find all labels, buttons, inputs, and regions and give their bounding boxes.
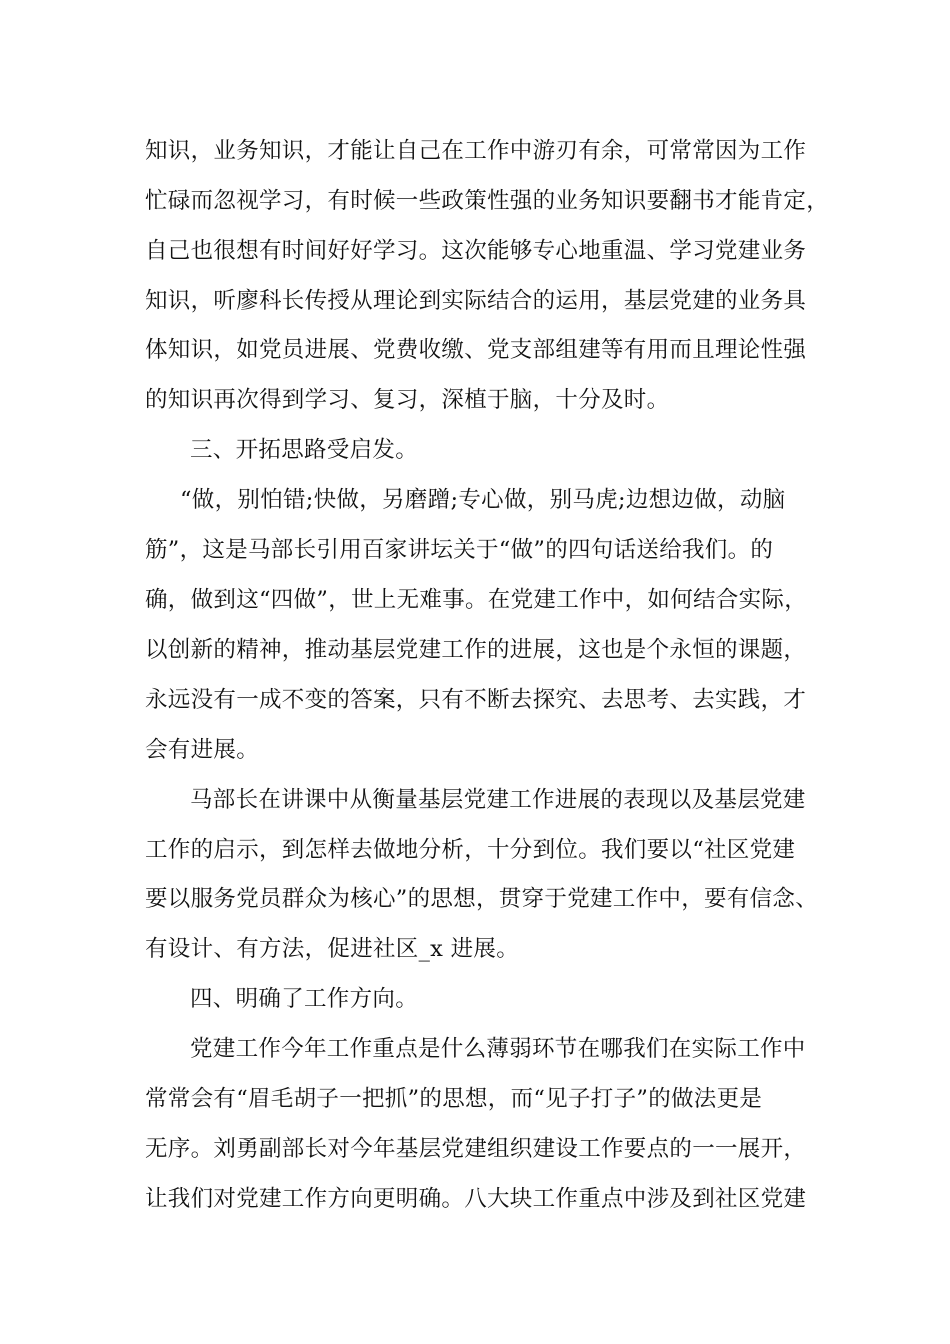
text-line: 确，做到这“四做”，世上无难事。在党建工作中，如何结合实际， — [145, 587, 808, 613]
text-line: 常常会有“眉毛胡子一把抓”的思想，而“见子打子”的做法更是 — [145, 1086, 763, 1112]
text-line: 让我们对党建工作方向更明确。八大块工作重点中涉及到社区党建 — [145, 1186, 807, 1212]
text-line: 会有进展。 — [145, 737, 260, 763]
text-line: 筋”，这是马部长引用百家讲坛关于“做”的四句话送给我们。的 — [145, 537, 774, 563]
text-line: 忙碌而忽视学习，有时候一些政策性强的业务知识要翻书才能肯定， — [145, 188, 830, 214]
text-line: 要以服务党员群众为核心”的思想，贯穿于党建工作中，要有信念、 — [145, 886, 819, 912]
text-line: 的知识再次得到学习、复习，深植于脑，十分及时。 — [145, 387, 670, 413]
text-line: 自己也很想有时间好好学习。这次能够专心地重温、学习党建业务 — [145, 238, 807, 264]
section-heading: 三、开拓思路受启发。 — [190, 437, 419, 463]
text-line: 体知识，如党员进展、党费收缴、党支部组建等有用而且理论性强 — [145, 337, 807, 363]
text-line: 马部长在讲课中从衡量基层党建工作进展的表现以及基层党建 — [190, 787, 806, 813]
text-line: 工作的启示，到怎样去做地分析，十分到位。我们要以“社区党建 — [145, 837, 796, 863]
section-heading: 四、明确了工作方向。 — [190, 986, 419, 1012]
text-line: 有设计、有方法，促进社区_x 进展。 — [145, 936, 519, 962]
text-line: 知识，听廖科长传授从理论到实际结合的运用，基层党建的业务具 — [145, 288, 807, 314]
text-line: 无序。刘勇副部长对今年基层党建组织建设工作要点的一一展开， — [145, 1136, 807, 1162]
text-line: 永远没有一成不变的答案，只有不断去探究、去思考、去实践，才 — [145, 687, 807, 713]
text-line: “做，别怕错;快做，另磨蹭;专心做，别马虎;边想边做，动脑 — [180, 487, 786, 513]
text-line: 知识，业务知识，才能让自己在工作中游刃有余，可常常因为工作 — [145, 138, 807, 164]
text-line: 以创新的精神，推动基层党建工作的进展，这也是个永恒的课题， — [145, 637, 807, 663]
text-line: 党建工作今年工作重点是什么薄弱环节在哪我们在实际工作中 — [190, 1036, 806, 1062]
